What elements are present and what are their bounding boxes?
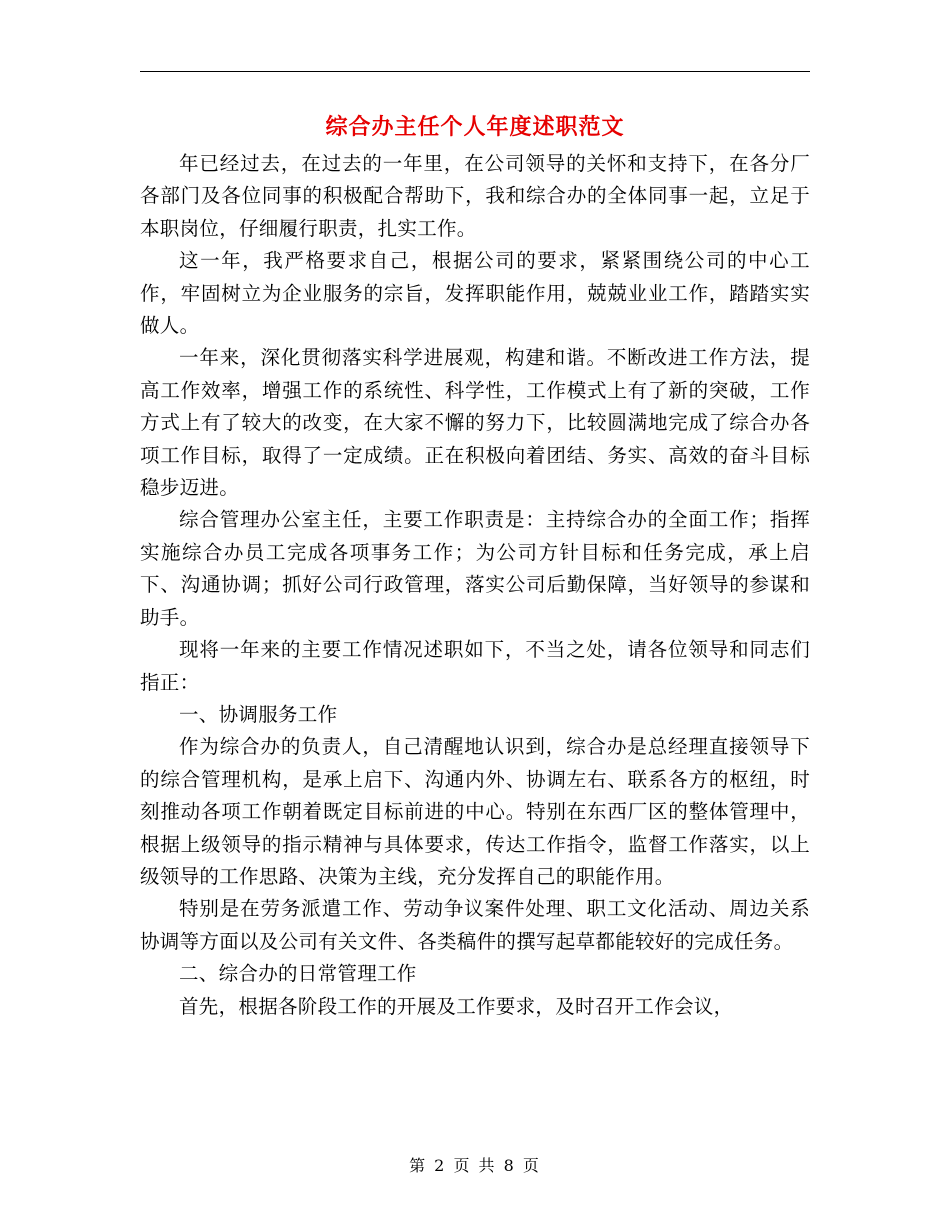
paragraph-2: 这一年，我严格要求自己，根据公司的要求，紧紧围绕公司的中心工作，牢固树立为企业服务的宗旨，发挥职能作用，兢兢业业工作，踏踏实实做人。	[140, 249, 810, 338]
paragraph-3: 一年来，深化贯彻落实科学进展观，构建和谐。不断改进工作方法，提高工作效率，增强工作的系统性、科学性，工作模式上有了新的突破，工作方式上有了较大的改变，在大家不懈的努力下，比较圆满地完成了综合办各项工作目标，取得了一定成绩。正在积极向着团结、务实、高效的奋斗目标稳步迈进。	[140, 346, 810, 500]
page-number: 第 2 页 共 8 页	[409, 1156, 541, 1175]
paragraph-1: 年已经过去，在过去的一年里，在公司领导的关怀和支持下，在各分厂各部门及各位同事的积极配合帮助下，我和综合办的全体同事一起，立足于本职岗位，仔细履行职责，扎实工作。	[140, 152, 810, 240]
page-title: 综合办主任个人年度述职范文	[325, 114, 625, 140]
paragraph-4: 综合管理办公室主任，主要工作职责是：主持综合办的全面工作；指挥实施综合办员工完成各项事务工作；为公司方针目标和任务完成，承上启下、沟通协调；抓好公司行政管理，落实公司后勤保障，当好领导的参谋和助手。	[140, 508, 810, 629]
section-heading-1: 一、协调服务工作	[179, 702, 338, 726]
section-heading-2: 二、综合办的日常管理工作	[179, 962, 417, 986]
paragraph-7: 特别是在劳务派遣工作、劳动争议案件处理、职工文化活动、周边关系协调等方面以及公司有关文件、各类稿件的撰写起草都能较好的完成任务。	[140, 897, 810, 953]
paragraph-8: 首先，根据各阶段工作的开展及工作要求，及时召开工作会议，	[179, 994, 734, 1018]
document-body	[140, 148, 810, 1023]
header-rule	[140, 71, 810, 72]
paragraph-6: 作为综合办的负责人，自己清醒地认识到，综合办是总经理直接领导下的综合管理机构，是承上启下、沟通内外、协调左右、联系各方的枢纽，时刻推动各项工作朝着既定目标前进的中心。特别在东西厂区的整体管理中，根据上级领导的指示精神与具体要求，传达工作指令，监督工作落实，以上级领导的工作思路、决策为主线，充分发挥自己的职能作用。	[140, 735, 810, 888]
paragraph-5: 现将一年来的主要工作情况述职如下，不当之处，请各位领导和同志们指正：	[140, 638, 810, 694]
